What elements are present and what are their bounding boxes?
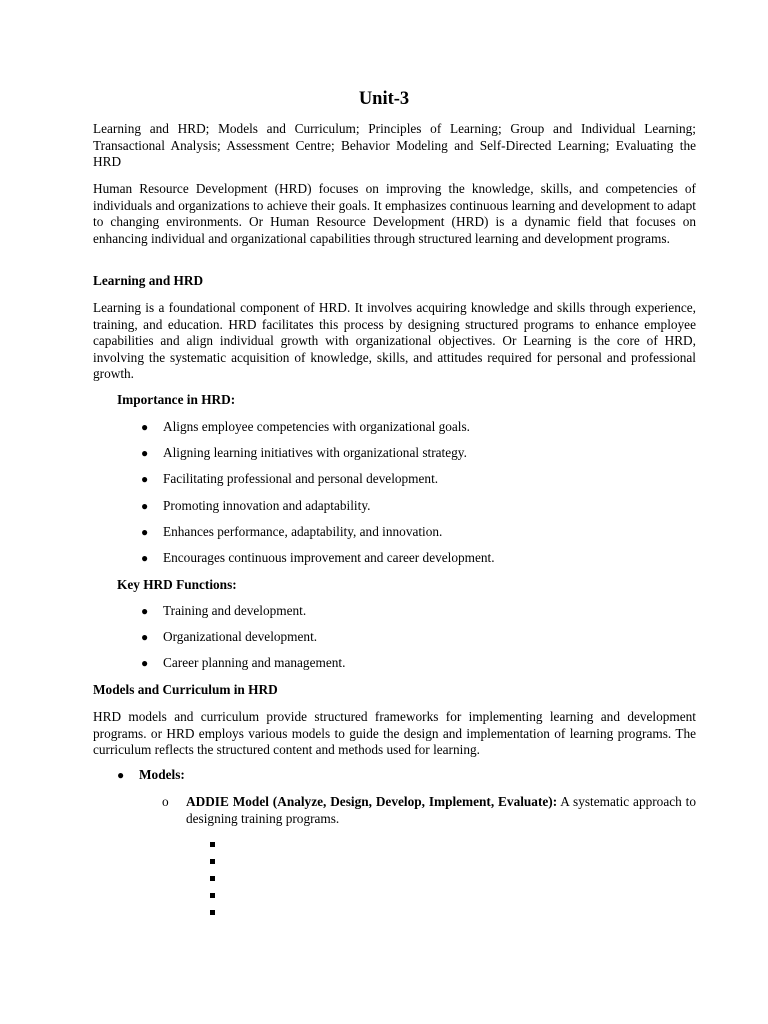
list-item	[141, 419, 681, 436]
list-item-text: Career planning and management.	[163, 655, 346, 670]
addie-text	[186, 794, 696, 827]
list-item	[141, 655, 681, 672]
bullet-icon: ●	[141, 656, 149, 670]
bullet-icon: ●	[141, 472, 149, 486]
models-label: Models:	[139, 767, 185, 782]
overview-paragraph: Human Resource Development (HRD) focuses on improving the knowledge, skills, and competencies of individuals and organizations to achieve their goals. It emphasizes continuous learning and development to adapt to changing environments. Or Human Resource Development (HRD) is a dynamic field that focuses on enhancing individual and organizational capabilities through structured learning and development programs.	[93, 181, 696, 246]
square-bullet-icon	[210, 893, 215, 898]
circle-bullet-icon: o	[162, 794, 169, 809]
list-item	[141, 445, 681, 462]
list-item	[141, 550, 681, 567]
list-item-text: Enhances performance, adaptability, and innovation.	[163, 524, 443, 539]
square-bullet-icon	[210, 842, 215, 847]
bullet-icon: ●	[141, 446, 149, 460]
bullet-icon: ●	[141, 525, 149, 539]
bullet-icon: ●	[117, 768, 125, 782]
list-item-text: Aligns employee competencies with organizational goals.	[163, 419, 470, 434]
learning-heading: Learning and HRD	[93, 273, 204, 288]
functions-heading: Key HRD Functions:	[117, 577, 237, 592]
square-bullet-icon	[210, 859, 215, 864]
bullet-icon: ●	[141, 499, 149, 513]
square-bullet-icon	[210, 910, 215, 915]
list-item	[141, 498, 681, 515]
importance-heading: Importance in HRD:	[117, 392, 236, 407]
list-item-text: Training and development.	[163, 603, 307, 618]
models-paragraph: HRD models and curriculum provide structured frameworks for implementing learning and development programs. or HRD employs various models to guide the design and implementation of learning programs. The curriculum reflects the structured content and methods used for learning.	[93, 709, 696, 758]
models-heading: Models and Curriculum in HRD	[93, 682, 278, 697]
bullet-icon: ●	[141, 420, 149, 434]
list-item-text: Promoting innovation and adaptability.	[163, 498, 371, 513]
list-item	[141, 524, 681, 541]
list-item	[141, 603, 681, 620]
addie-description: A systematic approach to designing training programs.	[186, 794, 696, 826]
list-item-text: Facilitating professional and personal development.	[163, 471, 439, 486]
addie-title: ADDIE Model (Analyze, Design, Develop, Implement, Evaluate):	[186, 794, 558, 809]
intro-topics: Learning and HRD; Models and Curriculum; Principles of Learning; Group and Individual Learning; Transactional Analysis; Assessment Centre; Behavior Modeling and Self-Directed Learning; Evaluating the HRD	[93, 121, 696, 170]
page-title: Unit-3	[358, 89, 410, 109]
learning-paragraph: Learning is a foundational component of HRD. It involves acquiring knowledge and skills through experience, training, and education. HRD facilitates this process by designing structured programs to enhance employee capabilities and align individual growth with organizational objectives. Or Learning is the core of HRD, involving the systematic acquisition of knowledge, skills, and attitudes required for personal and professional growth.	[93, 300, 696, 382]
list-item-text: Organizational development.	[163, 629, 318, 644]
list-item-text: Encourages continuous improvement and career development.	[163, 550, 495, 565]
list-item	[141, 471, 681, 488]
list-item	[141, 629, 681, 646]
list-item-text: Aligning learning initiatives with organizational strategy.	[163, 445, 467, 460]
bullet-icon: ●	[141, 630, 149, 644]
bullet-icon: ●	[141, 551, 149, 565]
square-bullet-icon	[210, 876, 215, 881]
bullet-icon: ●	[141, 604, 149, 618]
